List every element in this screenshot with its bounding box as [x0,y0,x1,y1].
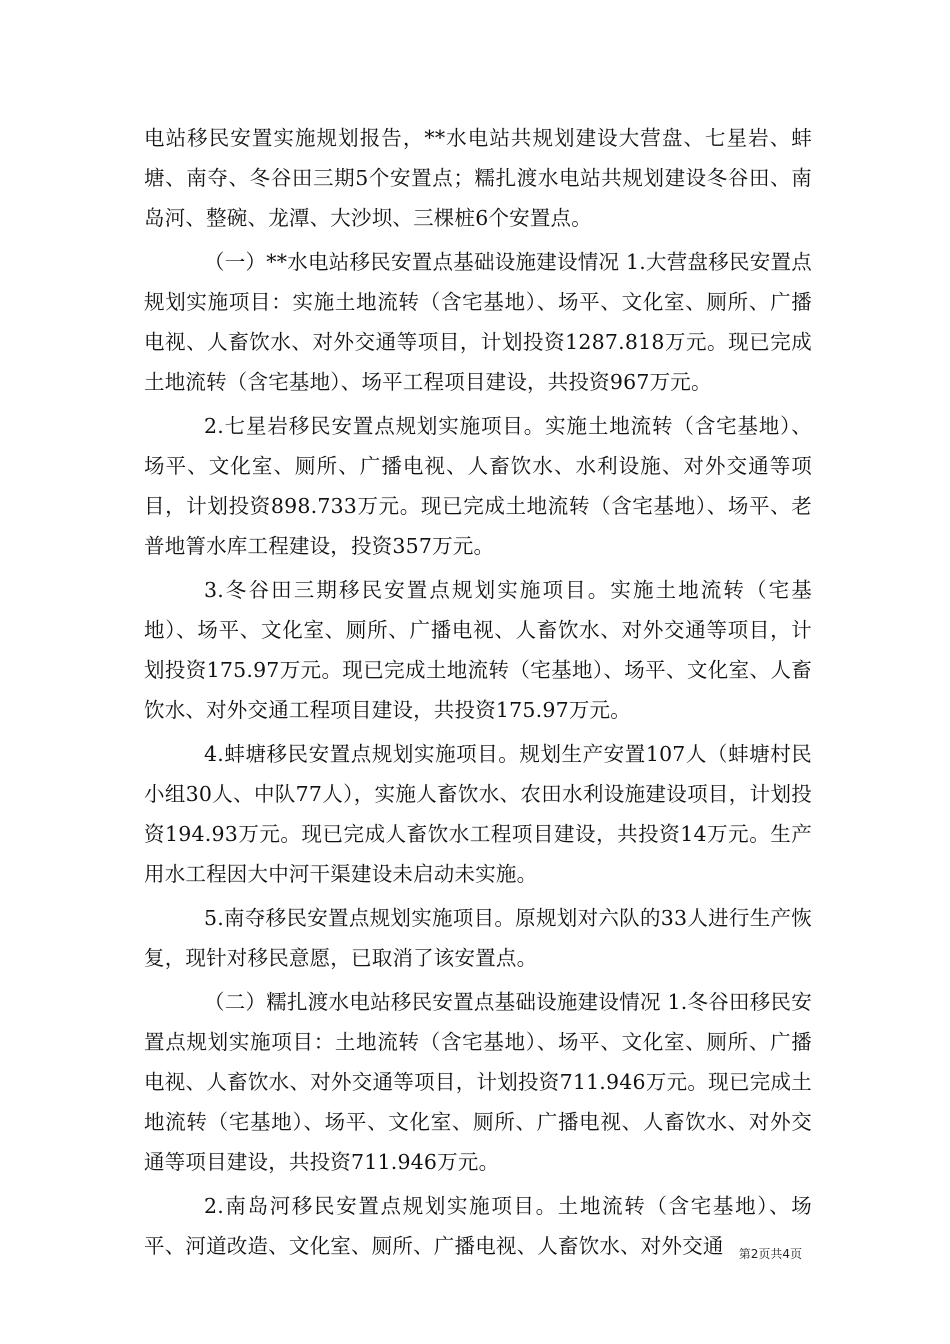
paragraph-item-4: 4.蚌塘移民安置点规划实施项目。规划生产安置107人（蚌塘村民小组30人、中队77人），实施人畜饮水、农田水利设施建设项目，计划投资194.93万元。现已完成人畜饮水工程项目建设，共投资14万元。生产用水工程因大中河干渠建设未启动未实施。 [144,742,812,886]
paragraph-section-two-item-1: （二）糯扎渡水电站移民安置点基础设施建设情况 1.冬谷田移民安置点规划实施项目：土地流转（含宅基地）、场平、文化室、厕所、广播电视、人畜饮水、对外交通等项目，计划投资711.946万元。现已完成土地流转（宅基地）、场平、文化室、厕所、广播电视、人畜饮水、对外交通等项目建设，共投资711.946万元。 [144,990,812,1174]
paragraph-section-two-item-2: 2.南岛河移民安置点规划实施项目。土地流转（含宅基地）、场平、河道改造、文化室、厕所、广播电视、人畜饮水、对外交通 [144,1194,812,1258]
page-number-footer: 第2页共4页 [738,1247,802,1261]
paragraph-intro-continuation: 电站移民安置实施规划报告，**水电站共规划建设大营盘、七星岩、蚌塘、南夺、冬谷田三期5个安置点；糯扎渡水电站共规划建设冬谷田、南岛河、整碗、龙潭、大沙坝、三棵桩6个安置点。 [144,126,812,230]
paragraph-section-one-item-1: （一）**水电站移民安置点基础设施建设情况 1.大营盘移民安置点规划实施项目：实施土地流转（含宅基地）、场平、文化室、厕所、广播电视、人畜饮水、对外交通等项目，计划投资1287.818万元。现已完成土地流转（含宅基地）、场平工程项目建设，共投资967万元。 [144,250,812,394]
paragraph-item-5: 5.南夺移民安置点规划实施项目。原规划对六队的33人进行生产恢复，现针对移民意愿，已取消了该安置点。 [144,906,812,970]
document-body [144,118,812,1270]
paragraph-item-3: 3.冬谷田三期移民安置点规划实施项目。实施土地流转（宅基地）、场平、文化室、厕所、广播电视、人畜饮水、对外交通等项目，计划投资175.97万元。现已完成土地流转（宅基地）、场平、文化室、人畜饮水、对外交通工程项目建设，共投资175.97万元。 [144,578,812,722]
paragraph-item-2: 2.七星岩移民安置点规划实施项目。实施土地流转（含宅基地）、场平、文化室、厕所、广播电视、人畜饮水、水利设施、对外交通等项目，计划投资898.733万元。现已完成土地流转（含宅基地）、场平、老普地箐水库工程建设，投资357万元。 [144,414,812,558]
